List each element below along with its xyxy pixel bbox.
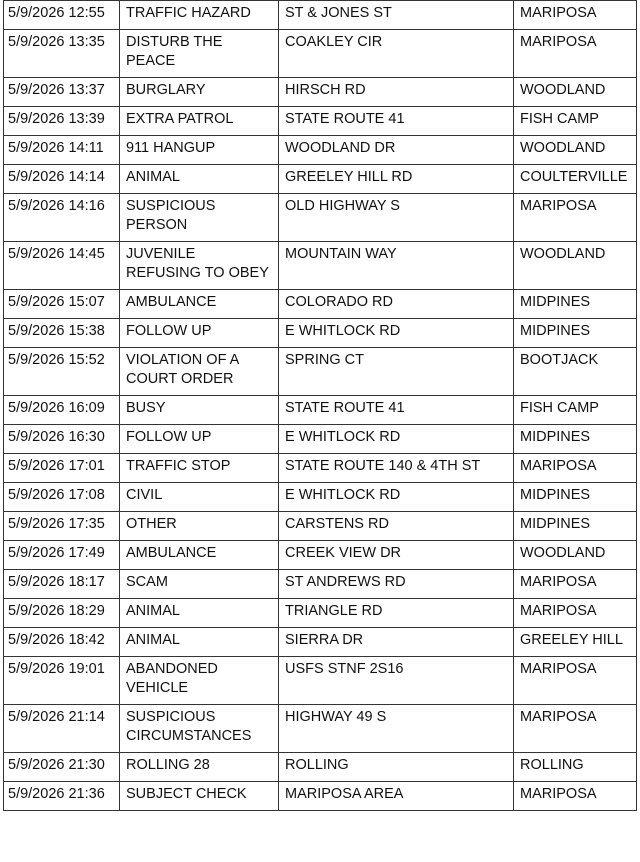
- area-cell: MIDPINES: [514, 512, 637, 541]
- time-cell: 5/9/2026 13:39: [4, 107, 120, 136]
- time-cell: 5/9/2026 16:30: [4, 425, 120, 454]
- location-cell: CARSTENS RD: [279, 512, 514, 541]
- location-cell: ST ANDREWS RD: [279, 570, 514, 599]
- table-row: [4, 782, 637, 811]
- table-row: [4, 290, 637, 319]
- table-row: [4, 165, 637, 194]
- time-cell: 5/9/2026 17:35: [4, 512, 120, 541]
- area-cell: ROLLING: [514, 753, 637, 782]
- call-type-cell: DISTURB THE PEACE: [120, 30, 279, 78]
- location-cell: TRIANGLE RD: [279, 599, 514, 628]
- area-cell: GREELEY HILL: [514, 628, 637, 657]
- call-type-cell: ABANDONED VEHICLE: [120, 657, 279, 705]
- time-cell: 5/9/2026 18:29: [4, 599, 120, 628]
- call-type-cell: CIVIL: [120, 483, 279, 512]
- call-type-cell: SCAM: [120, 570, 279, 599]
- call-type-cell: FOLLOW UP: [120, 425, 279, 454]
- time-cell: 5/9/2026 16:09: [4, 396, 120, 425]
- call-type-cell: ROLLING 28: [120, 753, 279, 782]
- time-cell: 5/9/2026 15:38: [4, 319, 120, 348]
- table-row: [4, 107, 637, 136]
- location-cell: E WHITLOCK RD: [279, 425, 514, 454]
- time-cell: 5/9/2026 14:11: [4, 136, 120, 165]
- call-type-cell: BUSY: [120, 396, 279, 425]
- location-cell: COLORADO RD: [279, 290, 514, 319]
- area-cell: MIDPINES: [514, 483, 637, 512]
- time-cell: 5/9/2026 15:52: [4, 348, 120, 396]
- area-cell: FISH CAMP: [514, 107, 637, 136]
- table-row: [4, 570, 637, 599]
- call-type-cell: AMBULANCE: [120, 290, 279, 319]
- time-cell: 5/9/2026 18:17: [4, 570, 120, 599]
- table-row: [4, 1, 637, 30]
- area-cell: MIDPINES: [514, 425, 637, 454]
- call-type-cell: VIOLATION OF A COURT ORDER: [120, 348, 279, 396]
- area-cell: MARIPOSA: [514, 599, 637, 628]
- table-row: [4, 136, 637, 165]
- location-cell: OLD HIGHWAY S: [279, 194, 514, 242]
- call-log-body: [4, 1, 637, 811]
- location-cell: USFS STNF 2S16: [279, 657, 514, 705]
- location-cell: STATE ROUTE 41: [279, 107, 514, 136]
- location-cell: SPRING CT: [279, 348, 514, 396]
- area-cell: MARIPOSA: [514, 454, 637, 483]
- table-row: [4, 483, 637, 512]
- call-type-cell: OTHER: [120, 512, 279, 541]
- area-cell: MARIPOSA: [514, 194, 637, 242]
- time-cell: 5/9/2026 13:37: [4, 78, 120, 107]
- time-cell: 5/9/2026 17:08: [4, 483, 120, 512]
- location-cell: ROLLING: [279, 753, 514, 782]
- call-type-cell: JUVENILE REFUSING TO OBEY: [120, 242, 279, 290]
- location-cell: HIGHWAY 49 S: [279, 705, 514, 753]
- table-row: [4, 628, 637, 657]
- call-type-cell: TRAFFIC HAZARD: [120, 1, 279, 30]
- table-row: [4, 512, 637, 541]
- call-type-cell: TRAFFIC STOP: [120, 454, 279, 483]
- location-cell: STATE ROUTE 41: [279, 396, 514, 425]
- call-type-cell: SUBJECT CHECK: [120, 782, 279, 811]
- table-row: [4, 319, 637, 348]
- location-cell: E WHITLOCK RD: [279, 483, 514, 512]
- time-cell: 5/9/2026 12:55: [4, 1, 120, 30]
- location-cell: MARIPOSA AREA: [279, 782, 514, 811]
- area-cell: MARIPOSA: [514, 782, 637, 811]
- table-row: [4, 753, 637, 782]
- location-cell: MOUNTAIN WAY: [279, 242, 514, 290]
- table-row: [4, 396, 637, 425]
- area-cell: MARIPOSA: [514, 657, 637, 705]
- table-row: [4, 705, 637, 753]
- location-cell: SIERRA DR: [279, 628, 514, 657]
- area-cell: MARIPOSA: [514, 705, 637, 753]
- call-type-cell: SUSPICIOUS PERSON: [120, 194, 279, 242]
- call-log-table: [3, 0, 637, 811]
- area-cell: MARIPOSA: [514, 30, 637, 78]
- location-cell: GREELEY HILL RD: [279, 165, 514, 194]
- call-type-cell: ANIMAL: [120, 165, 279, 194]
- table-row: [4, 599, 637, 628]
- table-row: [4, 425, 637, 454]
- time-cell: 5/9/2026 21:30: [4, 753, 120, 782]
- location-cell: E WHITLOCK RD: [279, 319, 514, 348]
- table-row: [4, 242, 637, 290]
- location-cell: HIRSCH RD: [279, 78, 514, 107]
- time-cell: 5/9/2026 21:14: [4, 705, 120, 753]
- area-cell: WOODLAND: [514, 78, 637, 107]
- area-cell: MIDPINES: [514, 319, 637, 348]
- area-cell: FISH CAMP: [514, 396, 637, 425]
- call-type-cell: ANIMAL: [120, 628, 279, 657]
- area-cell: WOODLAND: [514, 541, 637, 570]
- table-row: [4, 454, 637, 483]
- call-type-cell: BURGLARY: [120, 78, 279, 107]
- table-row: [4, 30, 637, 78]
- area-cell: MARIPOSA: [514, 1, 637, 30]
- time-cell: 5/9/2026 21:36: [4, 782, 120, 811]
- table-row: [4, 348, 637, 396]
- location-cell: COAKLEY CIR: [279, 30, 514, 78]
- time-cell: 5/9/2026 19:01: [4, 657, 120, 705]
- location-cell: WOODLAND DR: [279, 136, 514, 165]
- time-cell: 5/9/2026 13:35: [4, 30, 120, 78]
- time-cell: 5/9/2026 14:16: [4, 194, 120, 242]
- time-cell: 5/9/2026 17:01: [4, 454, 120, 483]
- location-cell: STATE ROUTE 140 & 4TH ST: [279, 454, 514, 483]
- location-cell: CREEK VIEW DR: [279, 541, 514, 570]
- area-cell: COULTERVILLE: [514, 165, 637, 194]
- time-cell: 5/9/2026 14:14: [4, 165, 120, 194]
- call-type-cell: SUSPICIOUS CIRCUMSTANCES: [120, 705, 279, 753]
- area-cell: MIDPINES: [514, 290, 637, 319]
- call-type-cell: ANIMAL: [120, 599, 279, 628]
- time-cell: 5/9/2026 18:42: [4, 628, 120, 657]
- call-type-cell: 911 HANGUP: [120, 136, 279, 165]
- table-row: [4, 194, 637, 242]
- time-cell: 5/9/2026 15:07: [4, 290, 120, 319]
- time-cell: 5/9/2026 17:49: [4, 541, 120, 570]
- area-cell: MARIPOSA: [514, 570, 637, 599]
- table-row: [4, 541, 637, 570]
- table-row: [4, 78, 637, 107]
- location-cell: ST & JONES ST: [279, 1, 514, 30]
- area-cell: WOODLAND: [514, 136, 637, 165]
- call-type-cell: EXTRA PATROL: [120, 107, 279, 136]
- time-cell: 5/9/2026 14:45: [4, 242, 120, 290]
- table-row: [4, 657, 637, 705]
- call-type-cell: AMBULANCE: [120, 541, 279, 570]
- area-cell: BOOTJACK: [514, 348, 637, 396]
- call-type-cell: FOLLOW UP: [120, 319, 279, 348]
- area-cell: WOODLAND: [514, 242, 637, 290]
